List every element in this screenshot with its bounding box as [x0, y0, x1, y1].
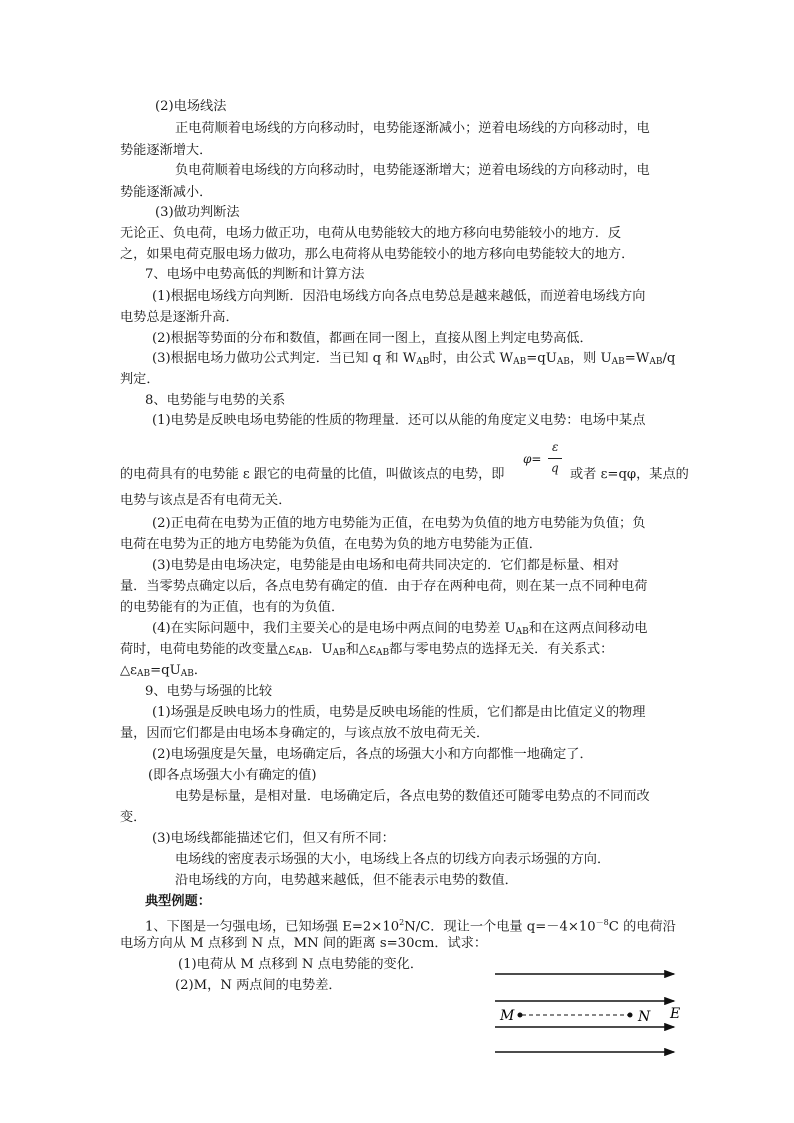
paragraph-line: (2)电场强度是矢量，电场确定后，各点的场强大小和方向都惟一地确定了． — [152, 747, 593, 762]
paragraph-line: 判定． — [120, 372, 160, 387]
section-heading-7: 7、电场中电势高低的判断和计算方法 — [145, 267, 365, 282]
paragraph-line-formula: $\triangle\varepsilon_{AB}=qU_{AB}$． — [120, 663, 208, 679]
paragraph-line: 量．当零势点确定以后，各点电势有确定的值．由于存在两种电荷，则在某一点不同种电荷 — [120, 579, 648, 594]
paragraph-line-formula: (3)根据电场力做功公式判定．当已知 q 和 $W_{AB}$时，由公式 $W_{AB}=qU_{AB}$，则 $U_{AB}=W_{AB}/q$ — [152, 351, 676, 367]
paragraph-line: 之，如果电荷克服电场力做功，那么电荷将从电势能较小的地方移向电势能较大的地方． — [120, 247, 635, 262]
paragraph-line: 量，因而它们都是由电场本身确定的，与该点放不放电荷无关． — [120, 726, 490, 741]
label-e: E — [670, 1006, 681, 1022]
example-1-question-2: (2)M，N 两点间的电势差． — [175, 978, 342, 993]
paragraph-line: 沿电场线的方向，电势越来越低，但不能表示电势的数值． — [175, 873, 518, 888]
examples-heading: 典型例题： — [145, 894, 211, 909]
point-m — [518, 1013, 523, 1018]
paragraph-line: (1)场强是反映电场力的性质，电势是反映电场能的性质，它们都是由比值定义的物理 — [152, 705, 646, 720]
formula-denominator: q — [551, 461, 559, 475]
example-1-statement: 电场方向从 M 点移到 N 点，MN 间的距离 s=30cm．试求： — [120, 936, 488, 951]
paragraph-line: (3)电势是由电场决定，电势能是由电场和电荷共同决定的．它们都是标量、相对 — [152, 558, 620, 573]
fraction-bar — [548, 458, 562, 459]
paragraph-line: 或者 ε=qφ，某点的 — [570, 467, 689, 482]
paragraph-line: 变． — [120, 810, 147, 825]
paragraph-line: (2)根据等势面的分布和数值，都画在同一图上，直接从图上判定电势高低． — [152, 331, 593, 346]
paragraph-line: 的电势能有的为正值，也有的为负值． — [120, 600, 345, 615]
paragraph-line: 正电荷顺着电场线的方向移动时，电势能逐渐减小；逆着电场线的方向移动时，电 — [175, 121, 650, 136]
subsection-title-field-line-method: (2)电场线法 — [155, 99, 227, 114]
section-heading-9: 9、电势与场强的比较 — [145, 684, 273, 699]
section-heading-8: 8、电势能与电势的关系 — [145, 393, 286, 408]
label-n: N — [638, 1009, 651, 1025]
paragraph-line-formula: 荷时，电荷电势能的改变量$\triangle\varepsilon_{AB}$．$U_{AB}$和$\triangle\varepsilon_{AB}$都与零电势点的选择无关．有关系式： — [120, 642, 614, 658]
paragraph-line: 电场线的密度表示场强的大小，电场线上各点的切线方向表示场强的方向． — [175, 852, 611, 867]
paragraph-line: (即各点场强大小有确定的值) — [148, 768, 317, 783]
paragraph-line: 电势是标量，是相对量．电场确定后，各点电势的数值还可随零电势点的不同而改 — [175, 789, 650, 804]
paragraph-line: 无论正、负电荷，电场力做正功，电荷从电势能较大的地方移向电势能较小的地方．反 — [120, 226, 622, 241]
formula-numerator: ε — [552, 440, 559, 454]
paragraph-line: (2)正电荷在电势为正值的地方电势能为正值，在电势为负值的地方电势能为负值；负 — [152, 516, 646, 531]
uniform-field-diagram — [490, 960, 690, 1070]
label-m: M — [500, 1008, 515, 1024]
paragraph-line: 负电荷顺着电场线的方向移动时，电势能逐渐增大；逆着电场线的方向移动时，电 — [175, 163, 650, 178]
paragraph-line: 电势与该点是否有电荷无关． — [120, 493, 292, 508]
paragraph-line: 电势总是逐渐升高． — [120, 310, 239, 325]
formula-lhs: φ= — [523, 452, 542, 466]
example-1-statement: 1、下图是一匀强电场，已知场强 $E=2\times 10^2N/C$．现让一个电量 $q=-4\times 10^{-8}C$ 的电荷沿 — [145, 918, 676, 935]
paragraph-line: (1)根据电场线方向判断．因沿电场线方向各点电势总是越来越低，而逆着电场线方向 — [152, 289, 646, 304]
paragraph-line: 势能逐渐减小． — [120, 185, 213, 200]
point-n — [628, 1013, 633, 1018]
paragraph-line: 的电荷具有的电势能 ε 跟它的电荷量的比值，叫做该点的电势，即 — [120, 467, 505, 482]
paragraph-line: 势能逐渐增大． — [120, 143, 213, 158]
paragraph-line-formula: (4)在实际问题中，我们主要关心的是电场中两点间的电势差 $U_{AB}$和在这两点间移动电 — [152, 621, 648, 637]
subsection-title-work-method: (3)做功判断法 — [155, 205, 240, 220]
paragraph-line: (1)电势是反映电场电势能的性质的物理量．还可以从能的角度定义电势：电场中某点 — [152, 413, 646, 428]
paragraph-line: 电荷在电势为正的地方电势能为负值，在电势为负的地方电势能为正值． — [120, 537, 542, 552]
paragraph-line: (3)电场线都能描述它们，但又有所不同： — [152, 831, 395, 846]
example-1-question-1: (1)电荷从 M 点移到 N 点电势能的变化． — [178, 957, 424, 972]
